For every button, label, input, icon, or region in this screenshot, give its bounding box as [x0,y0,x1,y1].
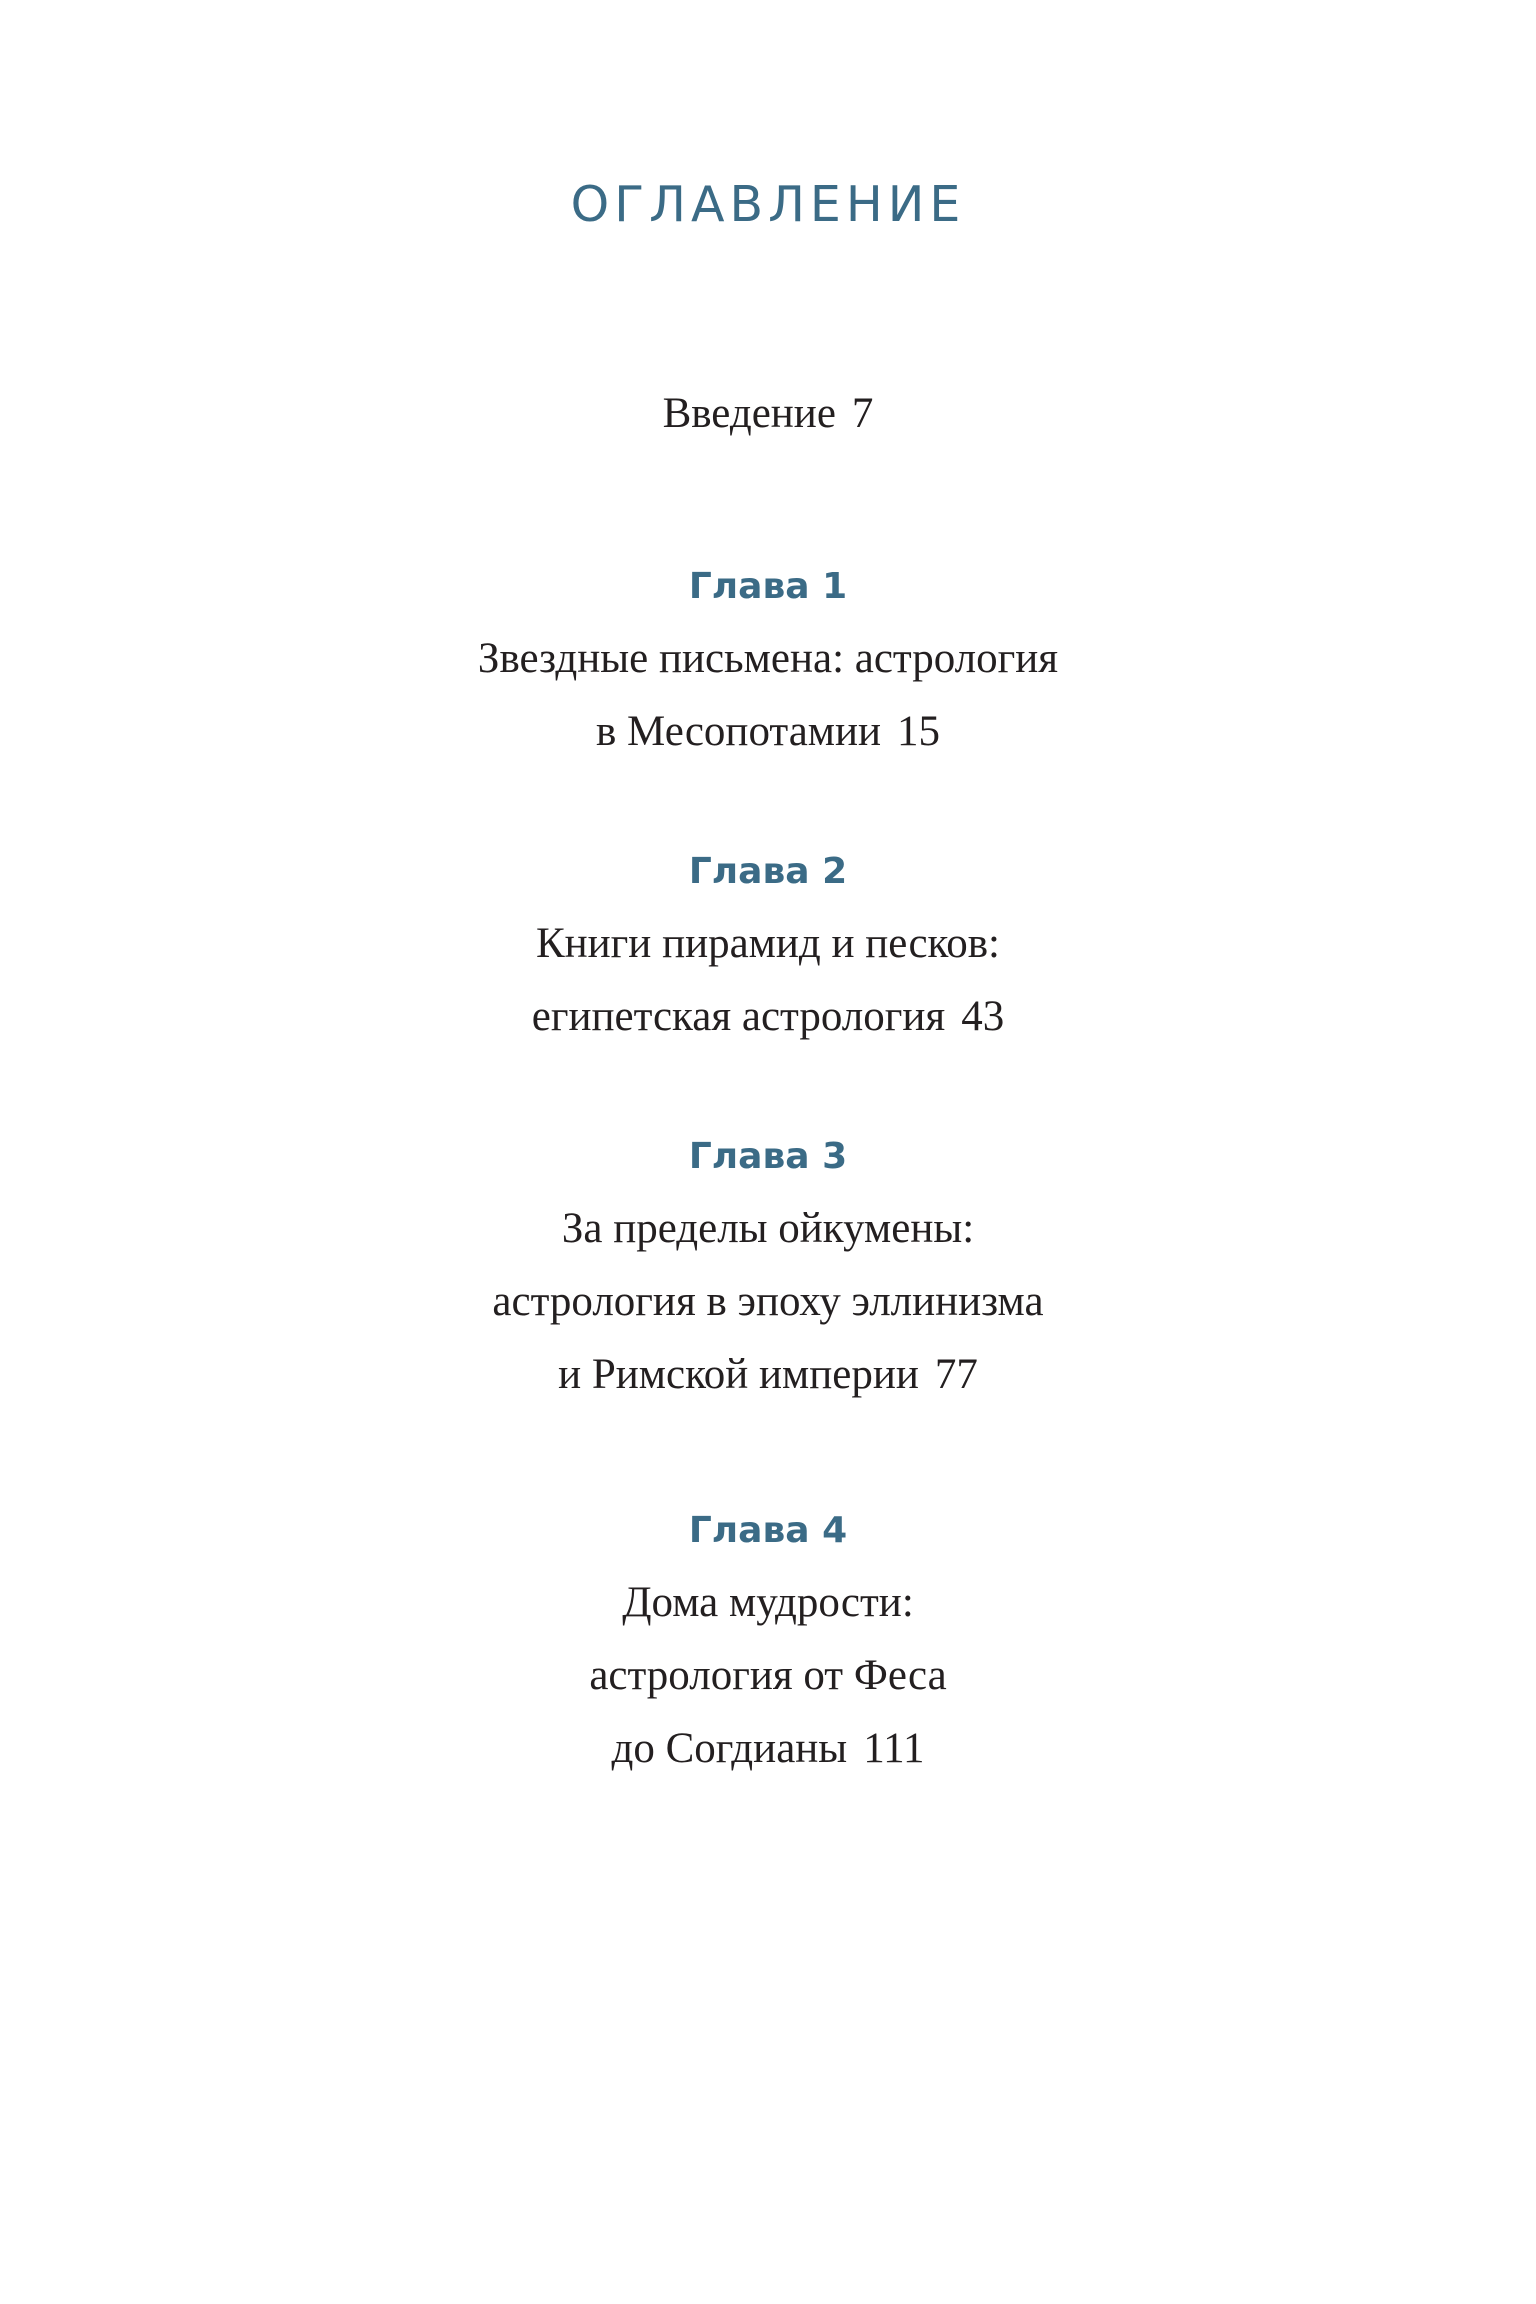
intro-page-number: 7 [851,390,874,437]
chapter-title-text: египетская астрология [531,993,946,1040]
toc-entry-intro[interactable] [0,384,1536,444]
chapter-title-line-last [0,980,1536,1053]
intro-label: Введение [662,390,836,437]
chapter-title-text: в Месопотамии [595,708,882,755]
chapter-heading: Глава 4 [688,1510,848,1551]
chapter-page-number: 111 [863,1725,925,1772]
toc-entry-chapter-1[interactable] [0,562,1536,768]
toc-entry-chapter-4[interactable] [0,1506,1536,1785]
toc-entry-chapter-3[interactable] [0,1132,1536,1411]
chapter-title-line: За пределы ойкумены: [561,1205,975,1252]
chapter-title-line-last [0,1338,1536,1411]
chapter-page-number: 15 [897,708,941,755]
chapter-title-line-last [0,695,1536,768]
chapter-heading: Глава 2 [688,851,848,892]
chapter-heading: Глава 1 [688,566,848,607]
chapter-page-number: 43 [961,993,1005,1040]
chapter-title-line: Дома мудрости: [622,1579,914,1626]
chapter-title-line-last [0,1712,1536,1785]
chapter-title-text: до Согдианы [611,1725,848,1772]
toc-title: ОГЛАВЛЕНИЕ [570,176,966,233]
chapter-title-line: Звездные письмена: астрология [477,635,1059,682]
chapter-page-number: 77 [934,1351,978,1398]
chapter-title-line: астрология в эпоху эллинизма [492,1278,1044,1325]
toc-entry-chapter-2[interactable] [0,847,1536,1053]
chapter-title-line: астрология от Феса [589,1652,947,1699]
chapter-title-line: Книги пирамид и песков: [535,920,1001,967]
chapter-heading: Глава 3 [688,1136,848,1177]
chapter-title-text: и Римской империи [558,1351,919,1398]
